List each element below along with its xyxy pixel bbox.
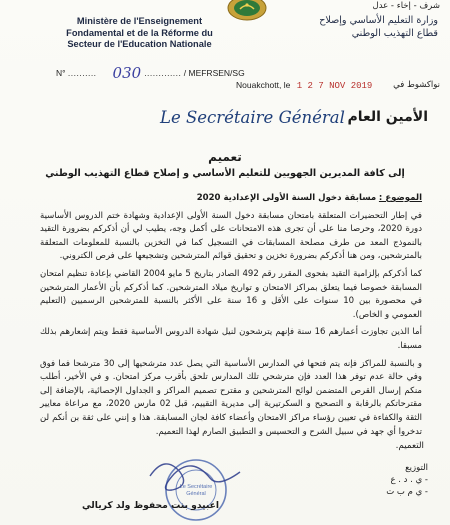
distribution-line-3: - ي م ب ت [386, 487, 428, 497]
reference-suffix: / MEFRSEN/SG [183, 68, 245, 78]
distribution-line-2: - ي . د . ع [390, 475, 428, 485]
date-stamp: 1 2 7 NOV 2019 [296, 81, 373, 91]
ministry-line-2: Fondamental et de la Réforme du [66, 27, 213, 38]
ministry-ar-line-1: وزارة التعليم الأساسي وإصلاح [319, 15, 438, 26]
place-label-arabic: نواكشوط في [393, 80, 440, 90]
reference-handwritten-number: 030 [112, 64, 142, 82]
document-body [40, 192, 422, 443]
ministry-header-french [52, 16, 227, 51]
ministry-line-1: Ministère de l'Enseignement [76, 16, 203, 26]
reference-prefix: N° [56, 68, 66, 78]
paragraph-2: كما أذكركم بإلزامية التقيد بفحوى المقرر رقم 492 الصادر بتاريخ 5 مايو 2004 القاضي بإعادة تنظيم امتحان المسابقة خصوصا فيما يتعلق بمراكز الامتحان و تواريخ ميلاد المترشحين. كما أذكركم بأن الأعمار المترشحين في محصورة بين 10 سنوات على الأقل و 16 سنة على الأكثر بالنسبة للمترشحين الرسميين (التعليم العمومي و الخاص). [40, 268, 422, 320]
official-stamp-icon [166, 460, 226, 520]
reference-number: N° .......... 030 ............. / MEFRSEN/SG [56, 64, 245, 82]
signatory-name: اعبيدو بنت محفوظ ولد كريالي [82, 500, 220, 511]
paragraph-1: في إطار التحضيرات المتعلقة بامتحان مسابقة دخول السنة الأولى الإعدادية وشهادة ختم الدروس الأساسية دورة 2020، وحرصا منا على أن تجرى هذه الامتحانات على أكمل وجه، يطيب لي أن أذكركم بضرورة التقيد بالنموذج المعد من طرف مصلحة المسابقات في التسجيل كما في التخزين بالنسبة للمعلومات المتعلقة بالمترشحين، ومن هنا أذكركم بضرورة تخزين و تحقيق قوائم المترشحين وتشجيعها على فرص الكتروني. [40, 210, 422, 262]
circular-title: تعميم [208, 150, 242, 164]
secretary-general-title-fr: Le Secrétaire Général [160, 108, 345, 127]
place-date [236, 80, 372, 91]
ministry-line-3: Secteur de l'Education Nationale [67, 39, 212, 49]
motto-arabic: شرف - إخاء - عدل [372, 1, 440, 11]
subject-label: الموضوع : [378, 193, 422, 203]
subject-text: مسابقة دخول السنة الأولى الإعدادية 2020 [196, 193, 377, 203]
signature-stamp-area [0, 448, 450, 525]
ministry-header-arabic [260, 14, 438, 40]
place-label: Nouakchott, le [236, 80, 291, 90]
distribution-line-1: التوزيع [405, 463, 428, 473]
paragraph-3: أما الذين تجاوزت أعمارهم 16 سنة فإنهم يترشحون لنيل شهادة الدروس الأساسية فقط ويتم إشعارهم بذلك مسبقا. [40, 327, 422, 351]
svg-text:Le Secrétaire: Le Secrétaire [179, 484, 213, 490]
circular-recipients: إلى كافة المديرين الجهويين للتعليم الأساسي و إصلاح قطاع التهذيب الوطني [45, 168, 405, 179]
paragraph-4: و بالنسبة للمراكز فإنه يتم فتحها في المدارس الأساسية التي يصل عدد مترشحيها إلى 30 مترشحا فما فوق وفي حالة عدم توفر هذا العدد فإن مترشحي تلك المدارس تلحق بأقرب مركز امتحان. و في الأخير، أطلب منكم إرسال القرص المتضمن لوائح المترشحين و مقترح تصميم المراكز و الجداول الإحصائية، بالإضافة إلى مقترحاتكم بالرقابة و التصحيح و السكرتيرية إلى مديرية التقييم، قبل 02 مارس 2020، مع مراعاة معايير الثقة والكفاءة في تعيين رؤساء مراكز الامتحان وأعضاء كافة لجان المسابقة. هذا و إنني على ثقة بن أنكم لن تدخروا أي جهد في سبيل الشرح و التحسيس و التطبيق الصارم لهذا التعميم. [40, 358, 423, 437]
closing-salutation: التعميم. [395, 441, 424, 451]
secretary-general-title-ar: الأمين العام [347, 109, 428, 125]
svg-text:Général: Général [186, 491, 206, 497]
ministry-ar-line-2: قطاع التهذيب الوطني [351, 28, 438, 39]
subject-line [40, 192, 422, 206]
